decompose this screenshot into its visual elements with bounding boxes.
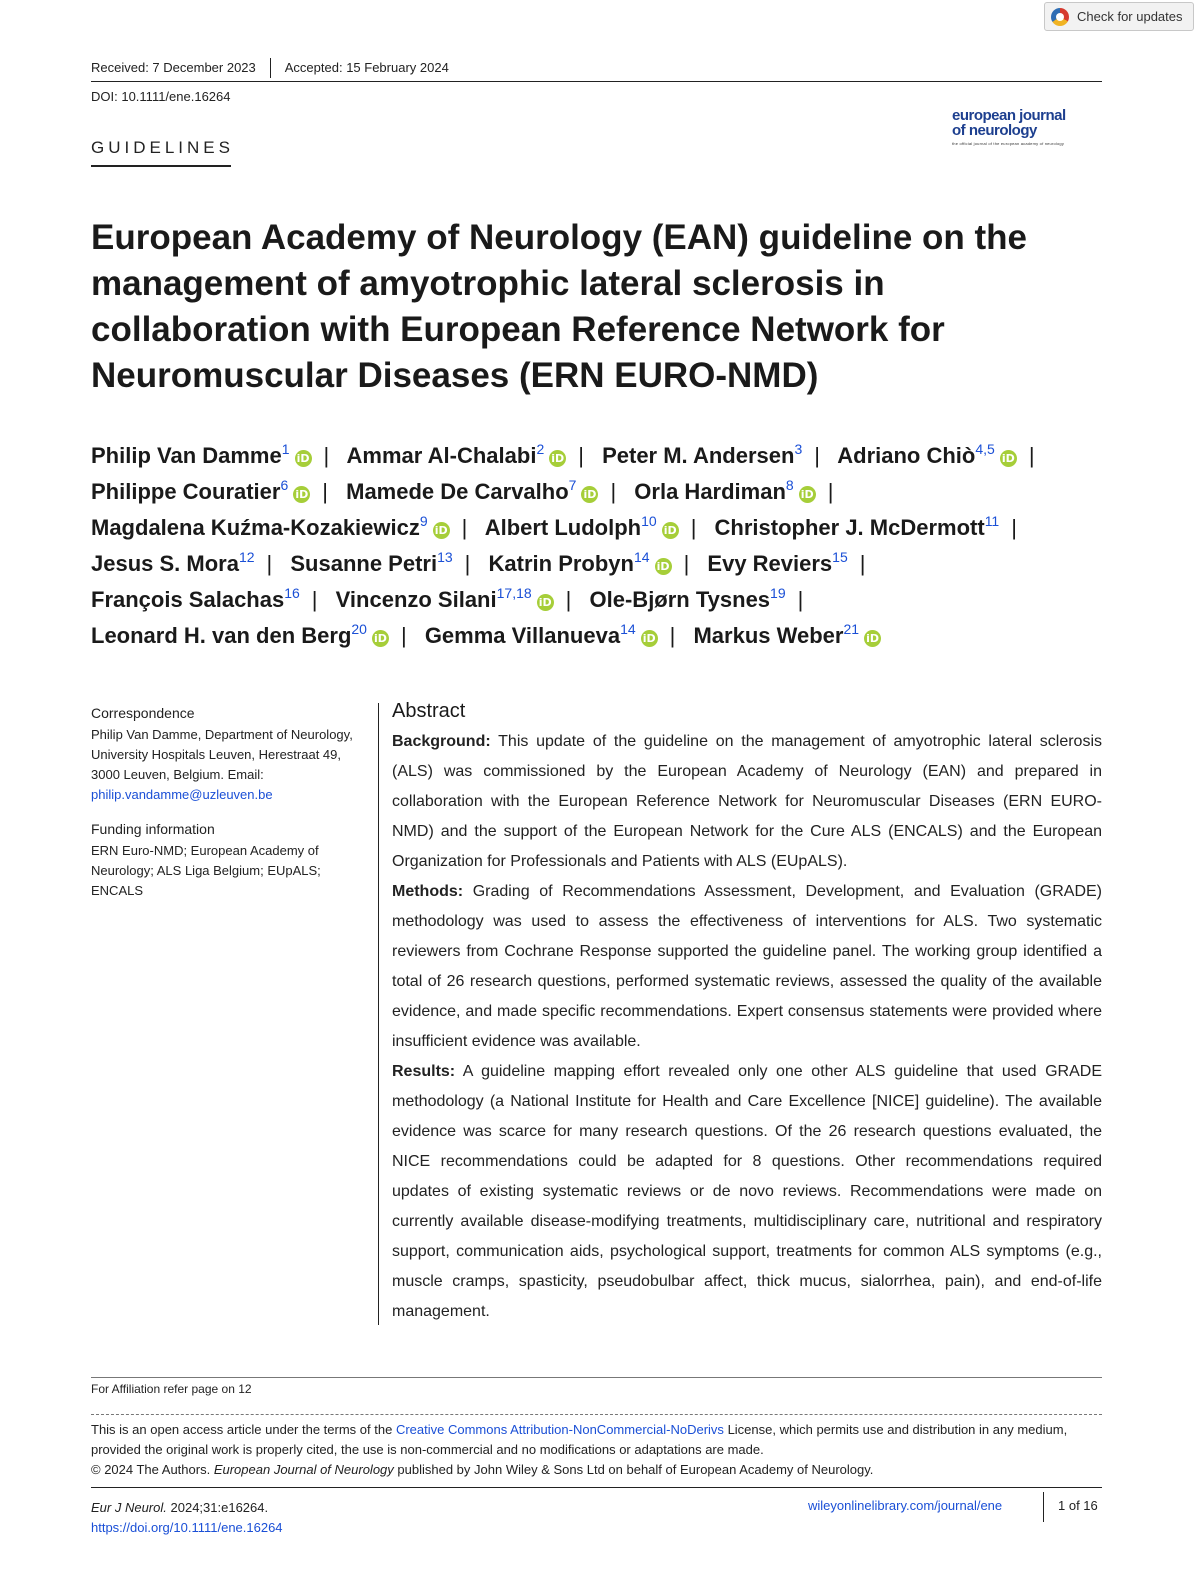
author-name: Leonard H. van den Berg	[91, 623, 352, 648]
author-name: Markus Weber	[693, 623, 844, 648]
author-18[interactable]	[425, 623, 658, 648]
email-label: Email:	[227, 767, 264, 782]
author-6[interactable]	[634, 479, 815, 504]
background-label: Background:	[392, 733, 491, 750]
author-name: François Salachas	[91, 587, 285, 612]
author-10[interactable]	[91, 551, 255, 576]
author-affiliation-number[interactable]: 6	[280, 477, 289, 493]
author-affiliation-number[interactable]: 4,5	[975, 441, 995, 457]
author-name: Christopher J. McDermott	[714, 515, 985, 540]
author-1[interactable]	[347, 443, 567, 468]
author-affiliation-number[interactable]: 2	[536, 441, 545, 457]
author-separator: |	[1028, 443, 1035, 468]
doi-header: DOI: 10.1111/ene.16264	[91, 89, 231, 104]
author-name: Jesus S. Mora	[91, 551, 239, 576]
author-name: Susanne Petri	[290, 551, 438, 576]
author-3[interactable]	[837, 443, 1017, 468]
author-name: Gemma Villanueva	[424, 623, 621, 648]
abstract	[392, 700, 1102, 1327]
accepted-date: Accepted: 15 February 2024	[284, 60, 449, 75]
author-11[interactable]	[290, 551, 452, 576]
author-9[interactable]	[715, 515, 1000, 540]
author-name: Orla Hardiman	[634, 479, 786, 504]
section-underline	[91, 165, 231, 167]
orcid-icon[interactable]: iD	[293, 486, 310, 503]
author-name: Albert Ludolph	[484, 515, 642, 540]
abstract-background	[392, 727, 1102, 877]
author-name: Ammar Al-Chalabi	[346, 443, 537, 468]
correspondence-address: Philip Van Damme, Department of Neurology, University Hospitals Leuven, Herestraat 49, 3000 Leuven, Belgium.	[91, 727, 353, 782]
author-affiliation-number[interactable]: 16	[284, 585, 300, 601]
author-4[interactable]	[91, 479, 310, 504]
page-number: 1 of 16	[1058, 1498, 1098, 1513]
article-title: European Academy of Neurology (EAN) guideline on the management of amyotrophic lateral sclerosis in collaboration with European Reference Network for Neuromuscular Diseases (ERN EURO-NMD)	[91, 218, 1028, 395]
results-text: A guideline mapping effort revealed only one other ALS guideline that used GRADE methodology (a National Institute for Health and Care Excellence [NICE] guideline). The available evidence was scarce for many research questions. Of the 26 research questions evaluated, the NICE recommendations could be adapted for 8 questions. Other recommendations required updates of existing systematic reviews or de novo reviews. Recommendations were made on currently available disease-modifying treatments, multidisciplinary care, nutritional and respiratory support, communication aids, psychological support, treatments for common ALS symptoms (e.g., muscle cramps, spasticity, pseudobulbar affect, thick mucus, sialorrhea, pain), and end-of-life management.	[392, 1063, 1102, 1320]
author-affiliation-number[interactable]: 7	[568, 477, 577, 493]
author-separator: |	[610, 479, 617, 504]
author-name: Adriano Chiò	[837, 443, 976, 468]
copyright-journal: European Journal of Neurology	[213, 1462, 394, 1477]
article-dates	[91, 60, 449, 78]
orcid-icon[interactable]: iD	[581, 486, 598, 503]
author-separator: |	[266, 551, 273, 576]
author-separator: |	[322, 479, 328, 504]
page-number-divider	[1043, 1492, 1044, 1522]
author-7[interactable]	[91, 515, 450, 540]
author-separator: |	[859, 551, 866, 576]
date-divider	[270, 58, 271, 78]
funding-heading: Funding information	[91, 821, 215, 837]
orcid-icon[interactable]: iD	[372, 630, 389, 647]
author-separator: |	[461, 515, 468, 540]
orcid-icon[interactable]: iD	[662, 522, 679, 539]
author-0[interactable]	[91, 443, 312, 468]
check-for-updates-badge[interactable]	[1044, 2, 1194, 31]
author-13[interactable]	[707, 551, 847, 576]
author-affiliation-number[interactable]: 9	[419, 513, 428, 529]
author-2[interactable]	[602, 443, 802, 468]
journal-site-link[interactable]: wileyonlinelibrary.com/journal/ene	[808, 1498, 1003, 1513]
author-affiliation-number[interactable]: 13	[437, 549, 453, 565]
funding-text: ERN Euro-NMD; European Academy of Neurology; ALS Liga Belgium; EUpALS; ENCALS	[91, 843, 321, 898]
copyright-suffix: published by John Wiley & Sons Ltd on behalf of European Academy of Neurology.	[397, 1462, 874, 1477]
header-rule	[91, 81, 1102, 82]
section-label: GUIDELINES	[91, 138, 234, 157]
author-19[interactable]	[693, 623, 881, 648]
correspondence-email-link[interactable]: philip.vandamme@uzleuven.be	[91, 787, 273, 802]
citation-text: 2024;31:e16264.	[170, 1500, 269, 1515]
author-16[interactable]	[590, 587, 786, 612]
methods-label: Methods:	[392, 883, 464, 900]
author-separator: |	[690, 515, 697, 540]
author-affiliation-number[interactable]: 19	[770, 585, 786, 601]
orcid-icon[interactable]: iD	[799, 486, 816, 503]
author-affiliation-number[interactable]: 14	[633, 549, 650, 565]
journal-logo-line2: of neurology	[952, 122, 1037, 139]
author-name: Vincenzo Silani	[335, 587, 497, 612]
author-affiliation-number[interactable]: 15	[832, 549, 848, 565]
license-text	[91, 1420, 1102, 1480]
abstract-methods	[392, 877, 1102, 1057]
author-list	[91, 438, 1101, 654]
check-for-updates-label: Check for updates	[1077, 9, 1183, 24]
author-affiliation-number[interactable]: 8	[785, 477, 794, 493]
author-separator: |	[669, 623, 676, 648]
orcid-icon[interactable]: iD	[655, 558, 672, 575]
author-separator: |	[683, 551, 690, 576]
orcid-icon[interactable]: iD	[433, 522, 450, 539]
background-text: This update of the guideline on the management of amyotrophic lateral sclerosis (ALS) was commissioned by the European Academy of Neurology (EAN) and prepared in collaboration with the European Reference Network for Neuromuscular Diseases (ERN EURO-NMD) and the support of the European Network for the Cure ALS (ENCALS) and the European Organization for Professionals and Patients with ALS (EUpALS).	[392, 733, 1103, 870]
journal-abbrev: Eur J Neurol.	[91, 1500, 167, 1515]
orcid-icon[interactable]: iD	[295, 450, 312, 467]
affiliation-rule	[91, 1377, 1102, 1378]
author-separator: |	[814, 443, 820, 468]
author-name: Peter M. Andersen	[602, 443, 795, 468]
orcid-icon[interactable]: iD	[641, 630, 658, 647]
abstract-divider	[378, 703, 379, 1325]
journal-logo-line1: european journal	[952, 107, 1066, 124]
author-separator: |	[323, 443, 330, 468]
copyright-prefix: © 2024 The Authors.	[91, 1462, 211, 1477]
author-name: Magdalena Kuźma-Kozakiewicz	[91, 515, 420, 540]
license-link[interactable]: Creative Commons Attribution-NonCommercial-NoDerivs	[395, 1422, 724, 1437]
author-affiliation-number[interactable]: 17,18	[496, 585, 532, 601]
author-affiliation-number[interactable]: 14	[620, 621, 636, 637]
footer-rule	[91, 1487, 1102, 1488]
author-12[interactable]	[489, 551, 672, 576]
license-suffix: License, which permits use and distribution in any medium, provided the original work is properly cited, the use is non-commercial and no modifications or adaptations are made.	[91, 1422, 1068, 1457]
correspondence-text	[91, 725, 361, 805]
methods-text: Grading of Recommendations Assessment, Development, and Evaluation (GRADE) methodology was used to assess the effectiveness of interventions for ALS. Two systematic reviewers from Cochrane Response supported the guideline panel. The working group identified a total of 26 research questions, performed systematic reviews, assessed the quality of the available evidence, and made specific recommendations. Expert consensus statements were provided where insufficient evidence was available.	[392, 883, 1102, 1050]
author-affiliation-number[interactable]: 21	[843, 621, 860, 637]
results-label: Results:	[392, 1063, 456, 1080]
author-name: Philippe Couratier	[91, 479, 281, 504]
side-info	[91, 703, 361, 901]
correspondence-block	[91, 703, 361, 805]
author-name: Katrin Probyn	[488, 551, 634, 576]
crossmark-icon	[1051, 8, 1069, 26]
author-5[interactable]	[346, 479, 598, 504]
author-separator: |	[464, 551, 471, 576]
license-prefix: This is an open access article under the terms of the	[91, 1422, 393, 1437]
author-8[interactable]	[485, 515, 679, 540]
footer-citation	[91, 1498, 283, 1538]
author-separator: |	[578, 443, 584, 468]
author-name: Philip Van Damme	[91, 443, 282, 468]
author-14[interactable]	[91, 587, 300, 612]
author-affiliation-number[interactable]: 12	[238, 549, 255, 565]
author-affiliation-number[interactable]: 3	[794, 441, 803, 457]
orcid-icon[interactable]: iD	[549, 450, 566, 467]
license-dashed-rule	[91, 1414, 1102, 1415]
author-15[interactable]	[336, 587, 554, 612]
author-affiliation-number[interactable]: 20	[351, 621, 367, 637]
author-affiliation-number[interactable]: 1	[281, 441, 290, 457]
abstract-heading: Abstract	[392, 700, 466, 722]
author-17[interactable]	[91, 623, 389, 648]
funding-block	[91, 819, 361, 901]
orcid-icon[interactable]: iD	[864, 630, 881, 647]
journal-logo-tagline: the official journal of the european academy of neurology	[952, 141, 1065, 146]
journal-logo[interactable]	[952, 108, 1102, 146]
author-affiliation-number[interactable]: 10	[641, 513, 657, 529]
author-separator: |	[565, 587, 572, 612]
orcid-icon[interactable]: iD	[1000, 450, 1017, 467]
author-separator: |	[1011, 515, 1017, 540]
correspondence-heading: Correspondence	[91, 705, 195, 721]
doi-link[interactable]: https://doi.org/10.1111/ene.16264	[91, 1520, 283, 1535]
author-separator: |	[827, 479, 834, 504]
affiliation-note: For Affiliation refer page on 12	[91, 1382, 252, 1396]
author-name: Mamede De Carvalho	[346, 479, 569, 504]
abstract-results	[392, 1057, 1102, 1327]
orcid-icon[interactable]: iD	[537, 594, 554, 611]
author-name: Ole-Bjørn Tysnes	[589, 587, 771, 612]
author-separator: |	[797, 587, 804, 612]
author-separator: |	[400, 623, 407, 648]
author-name: Evy Reviers	[707, 551, 833, 576]
received-date: Received: 7 December 2023	[91, 60, 256, 75]
author-affiliation-number[interactable]: 11	[984, 513, 1000, 529]
author-separator: |	[311, 587, 318, 612]
